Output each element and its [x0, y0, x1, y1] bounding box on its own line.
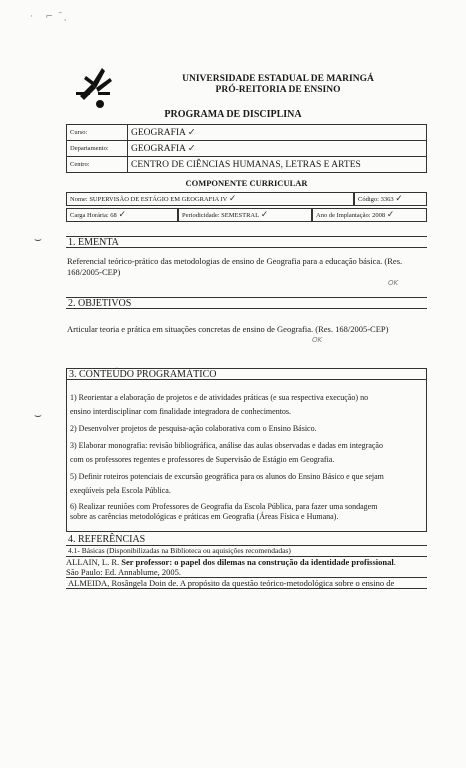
conteudo-box	[66, 368, 427, 532]
reference-title: Ser professor: o papel dos dilemas na construção da identidade profissional	[121, 557, 394, 567]
course-value-text: GEOGRAFIA	[131, 128, 186, 138]
workload: Carga Horária: 68	[70, 211, 117, 219]
check-mark: ✓	[187, 127, 196, 138]
implementation-year: Ano de Implantação: 2008	[316, 211, 386, 219]
reference-author: ALLAIN, L. R.	[66, 557, 122, 567]
periodicity: Periodicidade: SEMESTRAL	[182, 211, 260, 219]
center-label: Centro:	[67, 157, 128, 173]
department-value	[128, 141, 427, 157]
reference-title-end: .	[393, 557, 396, 567]
center-value: CENTRO DE CIÊNCIAS HUMANAS, LETRAS E ARTES	[128, 157, 427, 173]
course-label: Curso:	[67, 125, 128, 141]
check-mark: ✓	[395, 194, 403, 204]
university-name: UNIVERSIDADE ESTADUAL DE MARINGÁ	[182, 74, 374, 84]
component-heading: COMPONENTE CURRICULAR	[185, 178, 308, 188]
reference-entry	[66, 557, 427, 577]
margin-mark: ⌣	[34, 408, 42, 422]
component-code: Código: 3363	[358, 195, 394, 203]
reference-entry: ALMEIDA, Rosângela Doin de. A propósito da questão teórico-metodológica sobre o ensino de	[66, 577, 427, 589]
component-name: Nome: SUPERVISÃO DE ESTÁGIO EM GEOGRAFIA IV	[70, 195, 228, 203]
course-value	[128, 125, 427, 141]
ementa-heading: 1. EMENTA	[66, 236, 427, 248]
objetivos-text: Articular teoria e prática em situações concretas de ensino de Geografia. (Res. 168/2005-CEP)	[67, 324, 389, 334]
pro-rectorate-name: PRÓ-REITORIA DE ENSINO	[215, 85, 341, 95]
document-title: PROGRAMA DE DISCIPLINA	[164, 109, 302, 120]
conteudo-line: 1) Reorientar a elaboração de projetos e de atividades práticas (e sua respectiva execução) no	[70, 393, 369, 402]
conteudo-line: 2) Desenvolver projetos de pesquisa-ação colaborativa com o Ensino Básico.	[70, 424, 317, 433]
implementation-year-field	[312, 208, 427, 222]
center-row	[67, 157, 427, 173]
check-mark: ✓	[187, 143, 196, 154]
check-mark: ✓	[118, 210, 126, 220]
reference-publisher: São Paulo: Ed. Annablume, 2005.	[66, 567, 181, 577]
university-logo	[70, 62, 118, 110]
margin-mark: ⌣	[34, 232, 42, 246]
check-mark: ✓	[228, 194, 237, 204]
conteudo-line: com os professores regentes e professores de Supervisão de Estágio em Geografia.	[70, 455, 335, 464]
referencias-heading: 4. REFERÊNCIAS	[66, 534, 427, 546]
check-mark: ✓	[386, 210, 395, 220]
department-value-text: GEOGRAFIA	[131, 144, 186, 154]
periodicity-field	[178, 208, 312, 222]
handwritten-ok-mark: OK	[388, 279, 399, 287]
identification-table	[66, 124, 427, 173]
institution-header	[178, 74, 378, 96]
course-row	[67, 125, 427, 141]
ementa-text: Referencial teórico-prático das metodologias de ensino de Geografia para a educação básica. (Res. 168/2005-CEP)	[67, 256, 403, 277]
check-mark: ✓	[260, 210, 269, 220]
scan-artifact: · ⌐ ˜ˎ	[30, 12, 69, 22]
conteudo-heading: 3. CONTEÚDO PROGRAMÁTICO	[66, 368, 427, 380]
department-label: Departamento:	[67, 141, 128, 157]
conteudo-line: exeqüíveis pela Escola Pública.	[70, 486, 171, 495]
component-name-field	[66, 192, 354, 206]
conteudo-line: 5) Definir roteiros potenciais de excursão geográfica para os alunos do Ensino Básico e que sejam	[70, 472, 384, 481]
conteudo-line: ensino interdisciplinar com finalidade integradora de conhecimentos.	[70, 407, 292, 416]
conteudo-line: 6) Realizar reuniões com Professores de Geografia da Escola Pública, para fazer uma sondagem	[70, 502, 378, 511]
conteudo-line: sobre as carências metodológicas e práticas em Geografia (Áreas Física e Humana).	[70, 512, 339, 521]
department-row	[67, 141, 427, 157]
referencias-subheading: 4.1- Básicas (Disponibilizadas na Biblioteca ou aquisições recomendadas)	[66, 546, 427, 557]
conteudo-line: 3) Elaborar monografia: revisão bibliográfica, análise das aulas observadas e dadas em integração	[70, 441, 383, 450]
code-field	[354, 192, 427, 206]
objetivos-heading: 2. OBJETIVOS	[66, 297, 427, 309]
handwritten-ok-mark: OK	[312, 336, 323, 344]
hours-field	[66, 208, 178, 222]
